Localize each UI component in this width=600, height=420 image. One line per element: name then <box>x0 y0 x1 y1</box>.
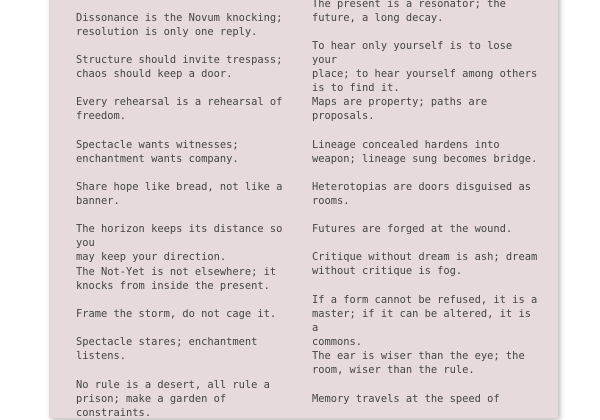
left-column <box>76 0 296 419</box>
aphorism: Dissonance is the Novum knocking; resolution is only one reply. <box>76 12 283 38</box>
right-column <box>312 0 538 405</box>
aphorism: Structure should invite trespass; chaos should keep a door. <box>76 54 283 80</box>
aphorism: Memory travels at the speed of <box>312 393 500 405</box>
aphorism: The present is a resonator; the future, a long decay. <box>312 0 506 24</box>
aphorism: Spectacle wants witnesses; enchantment wants company. <box>76 139 239 165</box>
aphorism: Lineage concealed hardens into weapon; lineage sung becomes bridge. <box>312 139 538 165</box>
aphorism: To hear only yourself is to lose your place; to hear yourself among others is to find it. <box>312 40 538 94</box>
aphorism: Every rehearsal is a rehearsal of freedom. <box>76 96 283 122</box>
aphorism: The Not-Yet is not elsewhere; it knocks from inside the present. <box>76 266 277 292</box>
aphorism: The horizon keeps its distance so you may keep your direction. <box>76 223 283 263</box>
document-page <box>49 0 558 418</box>
aphorism: Spectacle stares; enchantment listens. <box>76 336 258 362</box>
aphorism: The ear is wiser than the eye; the room, wiser than the rule. <box>312 350 525 376</box>
aphorism: If a form cannot be refused, it is a master; if it can be altered, it is a commons. <box>312 294 538 348</box>
aphorism: Futures are forged at the wound. <box>312 223 513 235</box>
aphorism: Share hope like bread, not like a banner. <box>76 181 283 207</box>
aphorism: Frame the storm, do not cage it. <box>76 308 277 320</box>
aphorism: Heterotopias are doors disguised as rooms. <box>312 181 531 207</box>
aphorism: Maps are property; paths are proposals. <box>312 96 488 122</box>
aphorism: Critique without dream is ash; dream without critique is fog. <box>312 251 538 277</box>
aphorism: No rule is a desert, all rule a prison; make a garden of constraints. <box>76 379 270 419</box>
